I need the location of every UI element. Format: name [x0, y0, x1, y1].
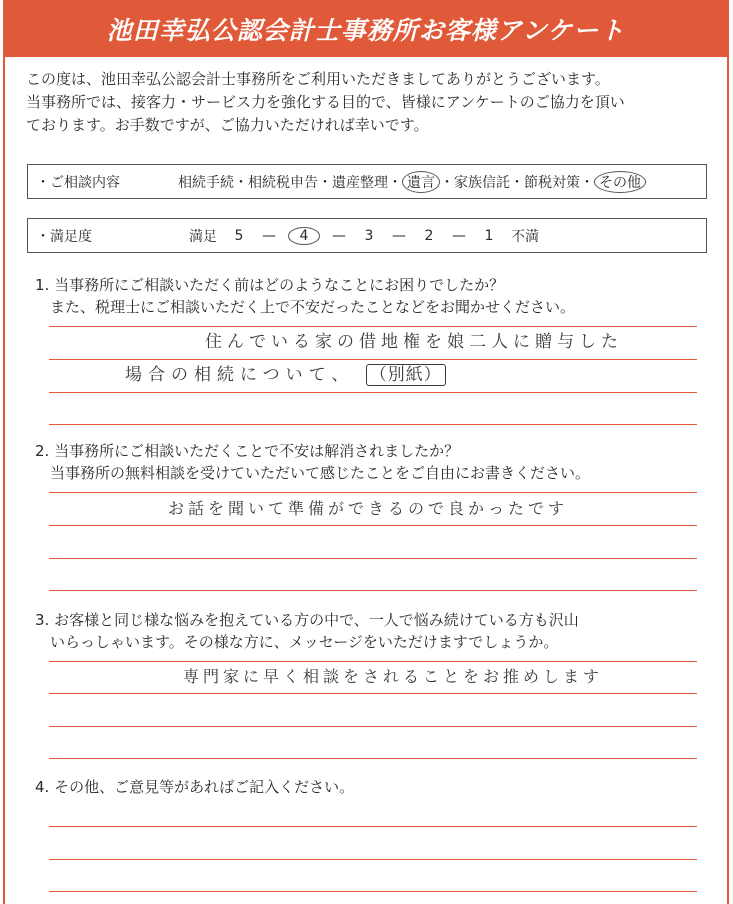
scale-dash: — [452, 227, 466, 244]
question-text: 当事務所の無料相談を受けていただいて感じたことをご自由にお書きください。 [35, 464, 591, 482]
intro-line: 当事務所では、接客力・サービス力を強化する目的で、皆様にアンケートのご協力を頂い [26, 93, 625, 111]
satisfaction-scale [178, 226, 550, 246]
satisfaction-box [27, 218, 707, 253]
question-2 [35, 440, 705, 484]
dissatisfied-label: 不満 [511, 228, 539, 245]
question-3 [35, 609, 705, 653]
consultation-box [27, 164, 707, 199]
handwritten-answer-1-cont [125, 360, 446, 385]
survey-sheet [3, 0, 729, 904]
answer-line[interactable] [49, 826, 697, 827]
answer-line[interactable] [49, 891, 697, 892]
consultation-label: ・ご相談内容 [36, 174, 120, 191]
option-will-selected[interactable]: 遺言 [402, 171, 440, 193]
question-text: 4. その他、ご意見等があればご記入ください。 [35, 778, 355, 796]
question-text: 2. 当事務所にご相談いただくことで不安は解消されましたか？ [35, 442, 460, 460]
handwritten-answer-2: お話を聞いて準備ができるので良かったです [168, 499, 569, 518]
consultation-options: 相続手続 ・ 相続税申告 ・ 遺産整理 ・ 遺言 ・ 家族信託 ・ 節税対策 ・ その他 [178, 171, 646, 193]
form-title [5, 0, 727, 57]
question-text: また、税理士にご相談いただく上で不安だったことなどをお聞かせください。 [35, 298, 576, 316]
handwritten-text: 場合の相続について、 [125, 365, 355, 385]
intro-text [26, 68, 716, 137]
question-text: 3. お客様と同じ様な悩みを抱えている方の中で、一人で悩み続けている方も沢山 [35, 611, 579, 629]
answer-line[interactable] [49, 693, 697, 694]
option-inheritance-tax[interactable]: 相続税申告 [248, 174, 318, 191]
rating-2[interactable]: 2 [424, 227, 434, 244]
scale-dash: — [332, 227, 346, 244]
rating-1[interactable]: 1 [484, 227, 494, 244]
option-inheritance-procedure[interactable]: 相続手続 [178, 174, 234, 191]
answer-line[interactable] [49, 590, 697, 591]
intro-line: この度は、池田幸弘公認会計士事務所をご利用いただきましてありがとうございます。 [26, 70, 610, 88]
option-estate-arrangement[interactable]: 遺産整理 [332, 174, 388, 191]
handwritten-note-separate-sheet: （別紙） [366, 364, 446, 386]
handwritten-answer-3: 専門家に早く相談をされることをお推めします [183, 667, 604, 686]
question-1 [35, 274, 705, 318]
rating-4-selected[interactable]: 4 [288, 227, 320, 245]
question-text: いらっしゃいます。その様な方に、メッセージをいただけますでしょうか。 [35, 633, 559, 651]
answer-line[interactable] [49, 525, 697, 526]
answer-line[interactable] [49, 661, 697, 662]
option-tax-saving[interactable]: 節税対策 [524, 174, 580, 191]
scale-dash: — [262, 227, 276, 244]
question-text: 1. 当事務所にご相談いただく前はどのようなことにお困りでしたか？ [35, 276, 505, 294]
option-family-trust[interactable]: 家族信託 [454, 174, 510, 191]
answer-line[interactable] [49, 726, 697, 727]
answer-line[interactable] [49, 558, 697, 559]
satisfied-label: 満足 [189, 228, 217, 245]
scale-dash: — [392, 227, 406, 244]
answer-line[interactable] [49, 424, 697, 425]
answer-line[interactable] [49, 492, 697, 493]
rating-3[interactable]: 3 [364, 227, 374, 244]
question-4 [35, 776, 705, 798]
answer-line[interactable] [49, 859, 697, 860]
satisfaction-label: ・満足度 [36, 228, 92, 245]
option-other-selected[interactable]: その他 [594, 171, 646, 193]
answer-line[interactable] [49, 758, 697, 759]
rating-5[interactable]: 5 [234, 227, 244, 244]
intro-line: ております。お手数ですが、ご協力いただければ幸いです。 [26, 116, 429, 134]
handwritten-answer-1: 住んでいる家の借地権を娘二人に贈与した [205, 332, 623, 352]
form-title-text: 池田幸弘公認会計士事務所お客様アンケート [106, 15, 626, 45]
answer-line[interactable] [49, 392, 697, 393]
